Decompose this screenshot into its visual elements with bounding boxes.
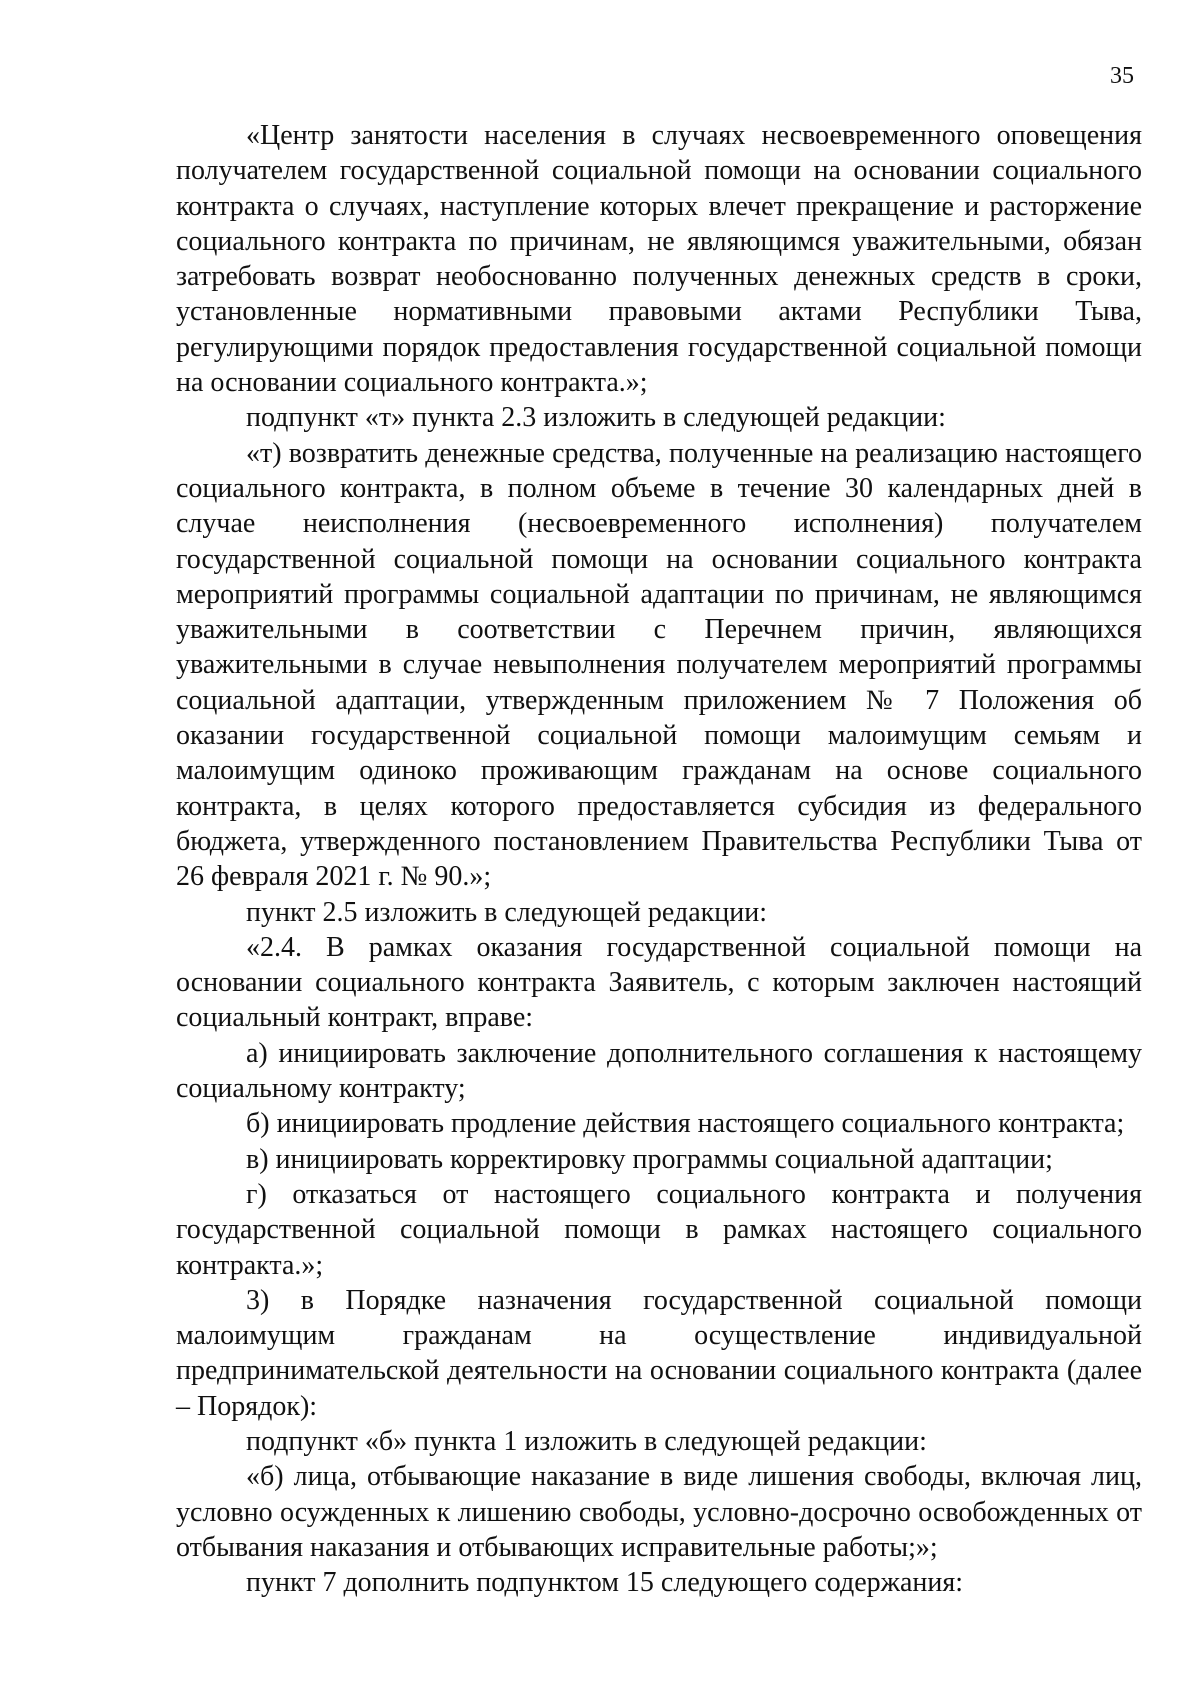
paragraph-procedure-3: 3) в Порядке назначения государственной социальной помощи малоимущим гражданам на осуществление индивидуальной предпринимательской деятельности на основании социального контракта (далее – Порядок): xyxy=(176,1284,1142,1422)
list-item-a: а) инициировать заключение дополнительного соглашения к настоящему социальному контракту; xyxy=(176,1037,1142,1105)
paragraph-amend-subitem-t: подпункт «т» пункта 2.3 изложить в следующей редакции: xyxy=(246,402,946,434)
list-item-v: в) инициировать корректировку программы социальной адаптации; xyxy=(246,1143,1053,1175)
paragraph-amend-subitem-b: подпункт «б» пункта 1 изложить в следующей редакции: xyxy=(246,1425,927,1457)
document-body xyxy=(176,118,1142,1600)
paragraph-item-7-addition: пункт 7 дополнить подпунктом 15 следующего содержания: xyxy=(246,1567,964,1599)
paragraph-subitem-t-text: «т) возвратить денежные средства, полученные на реализацию настоящего социального контракта, в полном объеме в течение 30 календарных дней в случае неисполнения (несвоевременного исполнения) получателем государственной социальной помощи на основании социального контракта мероприятий программы социальной адаптации по причинам, не являющимся уважительными в соответствии с Перечнем причин, являющихся уважительными в случае невыполнения получателем мероприятий программы социальной адаптации, утвержденным приложением № 7 Положения об оказании государственной социальной помощи малоимущим семьям и малоимущим одиноко проживающим гражданам на основе социального контракта, в целях которого предоставляется субсидия из федерального бюджета, утвержденного постановлением Правительства Республики Тыва от 26 февраля 2021 г. № 90.»; xyxy=(176,437,1142,893)
list-item-b: б) инициировать продление действия настоящего социального контракта; xyxy=(246,1108,1125,1140)
paragraph-item-2-4-rights: «2.4. В рамках оказания государственной социальной помощи на основании социального контракта Заявитель, с которым заключен настоящий социальный контракт, вправе: xyxy=(176,931,1142,1034)
paragraph-employment-center-refund: «Центр занятости населения в случаях несвоевременного оповещения получателем государственной социальной помощи на основании социального контракта о случаях, наступление которых влечет прекращение и расторжение социального контракта по причинам, не являющимся уважительными, обязан затребовать возврат необоснованно полученных денежных средств в сроки, установленные нормативными правовыми актами Республики Тыва, регулирующими порядок предоставления государственной социальной помощи на основании социального контракта.»; xyxy=(176,120,1142,399)
paragraph-subitem-b-text: «б) лица, отбывающие наказание в виде лишения свободы, включая лиц, условно осужденных к лишению свободы, условно-досрочно освобожденных от отбывания наказания и отбывающих исправительные работы;»; xyxy=(176,1461,1142,1563)
paragraph-amend-item-2-5: пункт 2.5 изложить в следующей редакции: xyxy=(246,896,767,928)
list-item-g: г) отказаться от настоящего социального контракта и получения государственной социальной помощи в рамках настоящего социального контракта.»; xyxy=(176,1178,1142,1281)
page-number: 35 xyxy=(1110,63,1134,89)
